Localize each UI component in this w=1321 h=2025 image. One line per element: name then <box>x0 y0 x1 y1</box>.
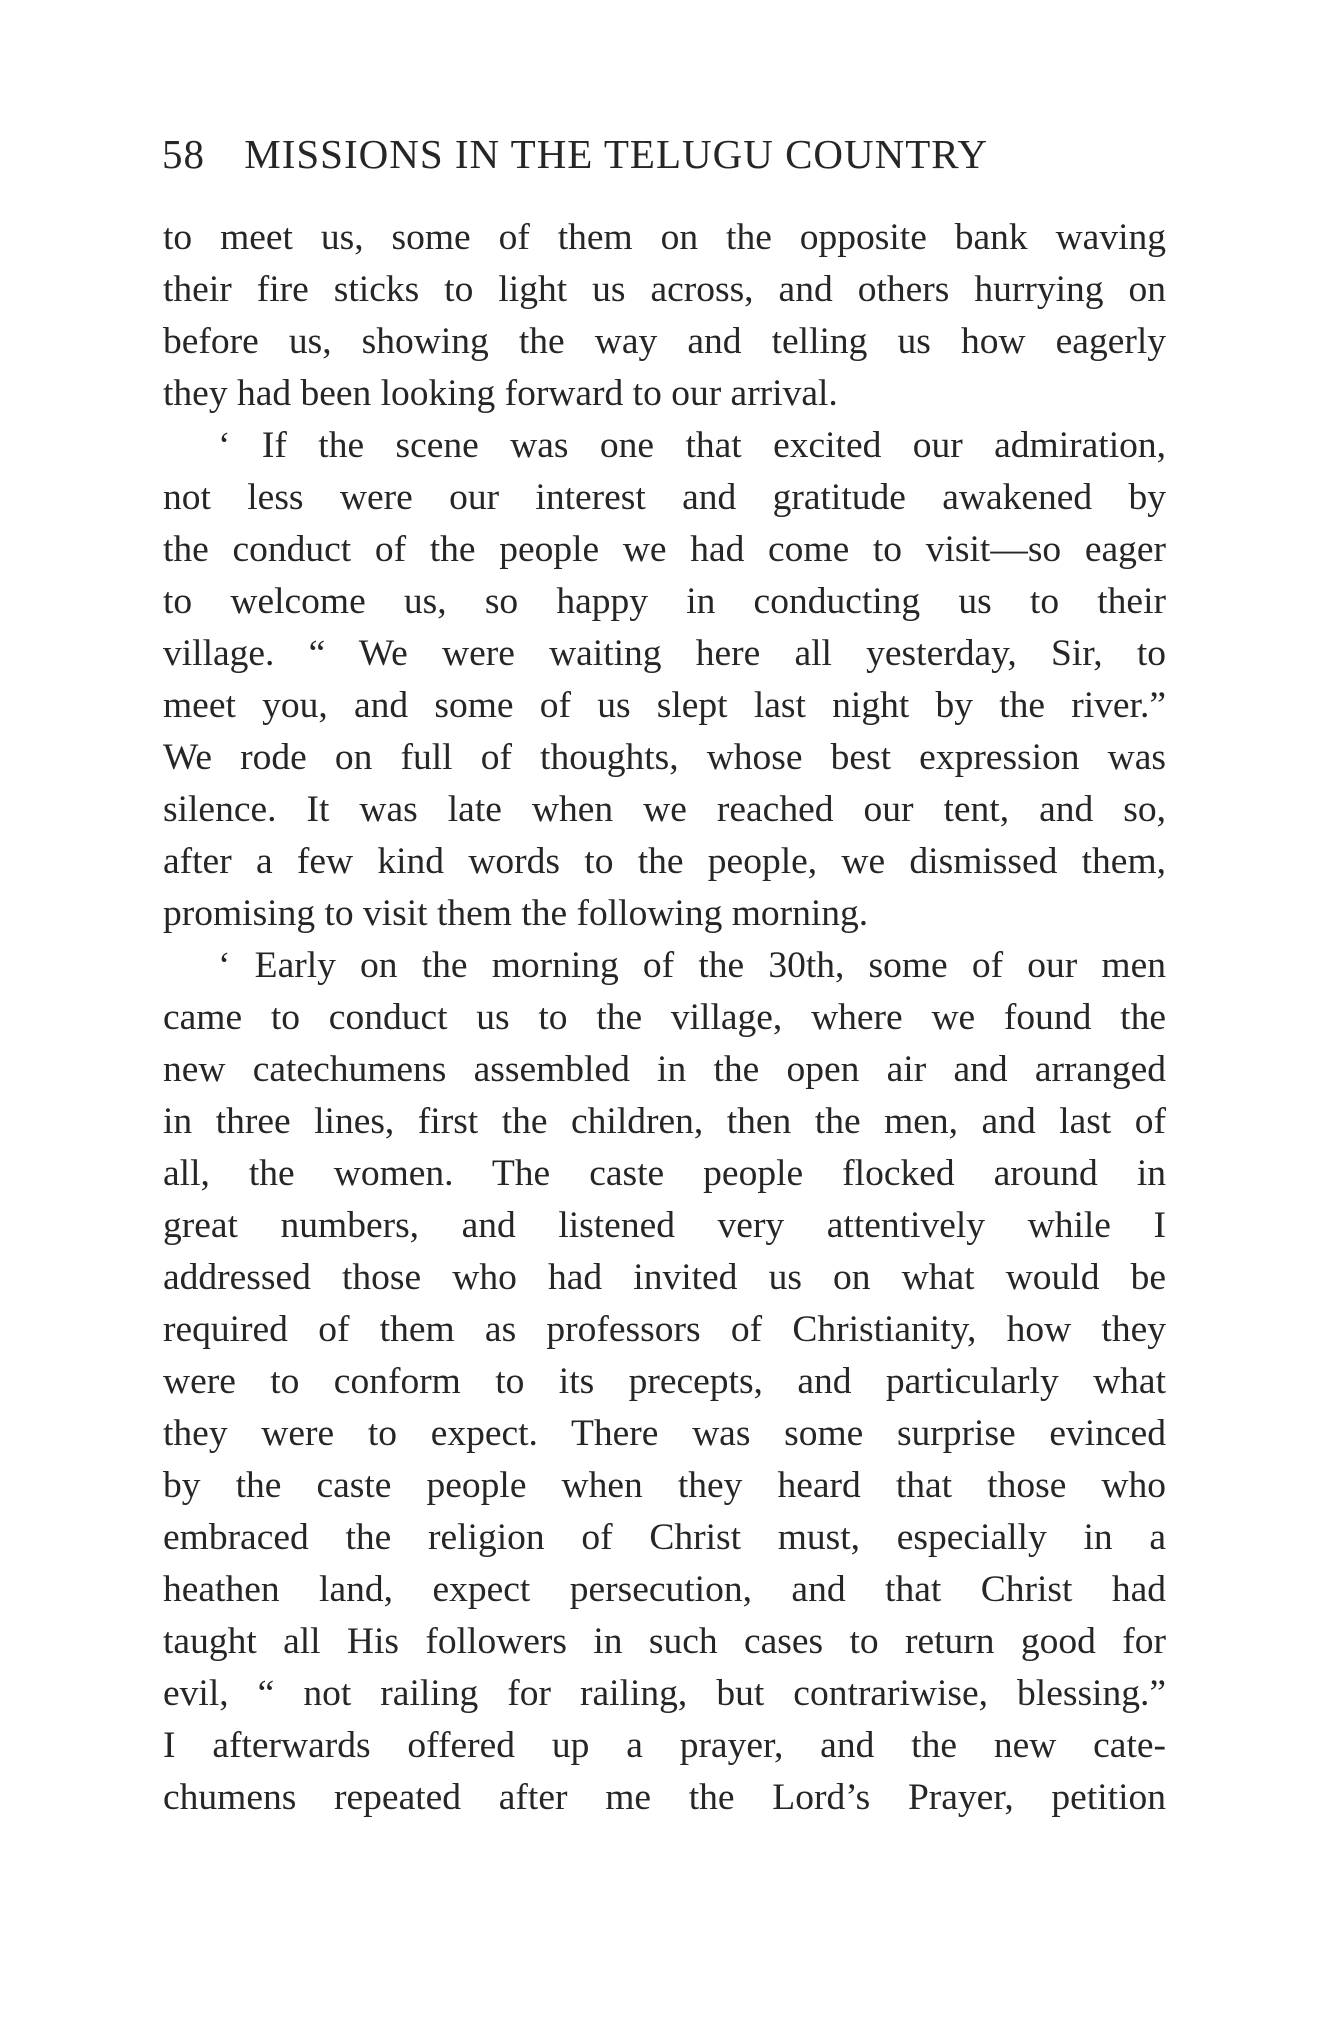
text-line: chumens repeated after me the Lord’s Prayer, petition <box>163 1777 1166 1818</box>
text-line: silence. It was late when we reached our tent, and so, <box>163 789 1166 830</box>
text-line: We rode on full of thoughts, whose best expression was <box>163 737 1166 778</box>
text-line: ‘ Early on the morning of the 30th, some of our men <box>218 945 1166 986</box>
text-line: embraced the religion of Christ must, especially in a <box>163 1517 1166 1558</box>
text-line: after a few kind words to the people, we dismissed them, <box>163 841 1166 882</box>
text-line: great numbers, and listened very attentively while I <box>163 1205 1166 1246</box>
running-title: MISSIONS IN THE TELUGU COUNTRY <box>244 131 988 177</box>
paragraph-3 <box>163 940 1166 1824</box>
text-line: their fire sticks to light us across, and others hurrying on <box>163 269 1166 310</box>
text-line: in three lines, first the children, then the men, and last of <box>163 1101 1166 1142</box>
paragraph-1 <box>163 212 1166 420</box>
text-line: they were to expect. There was some surprise evinced <box>163 1413 1166 1454</box>
text-line: by the caste people when they heard that those who <box>163 1465 1166 1506</box>
text-line: the conduct of the people we had come to visit—so eager <box>163 529 1166 570</box>
text-line: village. “ We were waiting here all yesterday, Sir, to <box>163 633 1166 674</box>
page-header <box>162 124 1162 184</box>
text-line: came to conduct us to the village, where we found the <box>163 997 1166 1038</box>
paragraph-2 <box>163 420 1166 940</box>
text-line: taught all His followers in such cases to return good for <box>163 1621 1166 1662</box>
text-line: evil, “ not railing for railing, but contrariwise, blessing.” <box>163 1673 1166 1714</box>
text-line: I afterwards offered up a prayer, and the new cate- <box>163 1725 1166 1766</box>
text-line: heathen land, expect persecution, and that Christ had <box>163 1569 1166 1610</box>
text-line: new catechumens assembled in the open air and arranged <box>163 1049 1166 1090</box>
text-line: promising to visit them the following morning. <box>163 893 869 934</box>
text-line: meet you, and some of us slept last night by the river.” <box>163 685 1166 726</box>
text-line: required of them as professors of Christianity, how they <box>163 1309 1166 1350</box>
text-line: they had been looking forward to our arrival. <box>163 373 838 414</box>
text-line: to meet us, some of them on the opposite bank waving <box>163 217 1166 258</box>
text-line: were to conform to its precepts, and particularly what <box>163 1361 1166 1402</box>
text-line: addressed those who had invited us on what would be <box>163 1257 1166 1298</box>
page-number: 58 <box>162 131 205 177</box>
body-text <box>163 212 1166 1824</box>
text-line: not less were our interest and gratitude awakened by <box>163 477 1166 518</box>
text-line: to welcome us, so happy in conducting us to their <box>163 581 1166 622</box>
text-line: ‘ If the scene was one that excited our admiration, <box>218 425 1166 466</box>
text-line: all, the women. The caste people flocked around in <box>163 1153 1166 1194</box>
text-line: before us, showing the way and telling us how eagerly <box>163 321 1166 362</box>
